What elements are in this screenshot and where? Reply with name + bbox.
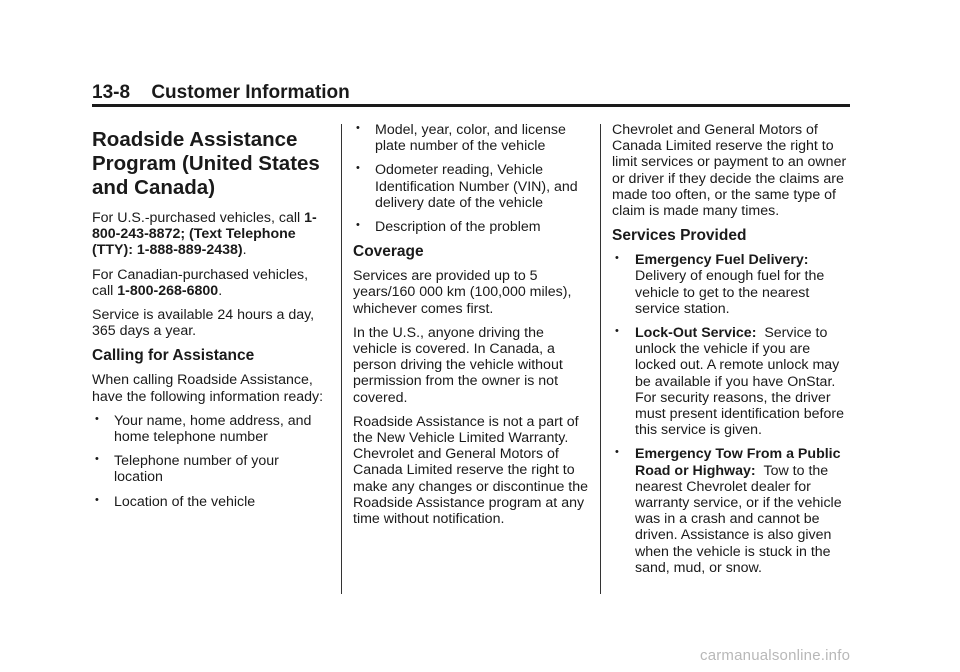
coverage-paragraph: In the U.S., anyone driving the vehicle is covered. In Canada, a person driving the vehicle without permission from the owner is not covered. bbox=[353, 324, 563, 406]
page-number: 13-8 bbox=[92, 82, 131, 103]
list-item: • Lock-Out Service: Service to unlock the vehicle if you are locked out. A remote unlock may be available if you have OnStar. For security reasons, the driver must present identification before this service is given. bbox=[612, 325, 852, 438]
list-item: • Emergency Fuel Delivery: Delivery of enough fuel for the vehicle to get to the nearest service station. bbox=[612, 252, 852, 317]
coverage-paragraph: Services are provided up to 5 years/160 000 km (100,000 miles), whichever comes first. bbox=[353, 268, 572, 317]
page-header bbox=[92, 82, 850, 104]
list-item: • Description of the problem bbox=[353, 219, 589, 235]
column-1 bbox=[92, 122, 328, 518]
header-rule bbox=[92, 104, 850, 107]
list-item: • Your name, home address, and home telephone number bbox=[92, 413, 328, 445]
limit-services-paragraph: Chevrolet and General Motors of Canada Limited reserve the right to limit services or payment to an owner or driver if they decide the claims are made too often, or the same type of claim is made many times. bbox=[612, 122, 847, 220]
canada-contact: For Canadian-purchased vehicles, call 1-800-268-6800. bbox=[92, 266, 309, 299]
availability-text: Service is available 24 hours a day, 365 days a year. bbox=[92, 307, 315, 340]
us-phone: 1-800-243-8872; (Text Telephone (TTY): 1-888-889-2438) bbox=[92, 210, 317, 259]
services-heading: Services Provided bbox=[612, 227, 747, 245]
column-divider bbox=[600, 124, 601, 594]
list-item: • Odometer reading, Vehicle Identification Number (VIN), and delivery date of the vehicle bbox=[353, 162, 589, 211]
canada-phone: 1-800-268-6800 bbox=[117, 282, 219, 299]
watermark: carmanualsonline.info bbox=[700, 647, 851, 664]
coverage-heading: Coverage bbox=[353, 243, 424, 261]
calling-intro: When calling Roadside Assistance, have the following information ready: bbox=[92, 372, 324, 405]
column-3 bbox=[612, 122, 852, 584]
list-item: • Telephone number of your location bbox=[92, 453, 328, 485]
coverage-paragraph: Roadside Assistance is not a part of the New Vehicle Limited Warranty. Chevrolet and General Motors of Canada Limited reserve the right to make any changes or discontinue the Roadside Assistance program at any time without notification. bbox=[353, 413, 589, 528]
us-contact: For U.S.-purchased vehicles, call 1-800-243-8872; (Text Telephone (TTY): 1-888-889-2438). bbox=[92, 210, 317, 259]
service-label: Emergency Fuel Delivery: bbox=[635, 252, 809, 269]
section-title: Customer Information bbox=[151, 82, 350, 103]
service-label: Lock-Out Service: bbox=[635, 325, 757, 342]
column-2 bbox=[353, 122, 589, 535]
column-divider bbox=[341, 124, 342, 594]
list-item: • Model, year, color, and license plate number of the vehicle bbox=[353, 122, 589, 154]
list-item: • Emergency Tow From a Public Road or Highway: Tow to the nearest Chevrolet dealer for warranty service, or if the vehicle was in a crash and cannot be driven. Assistance is also given when the vehicle is stuck in the sand, mud, or snow. bbox=[612, 446, 852, 576]
roadside-assistance-heading: Roadside Assistance Program (United States and Canada) bbox=[92, 128, 320, 199]
calling-heading: Calling for Assistance bbox=[92, 347, 255, 365]
list-item: • Location of the vehicle bbox=[92, 494, 328, 510]
service-label: Emergency Tow From a Public Road or Highway: bbox=[635, 446, 841, 479]
